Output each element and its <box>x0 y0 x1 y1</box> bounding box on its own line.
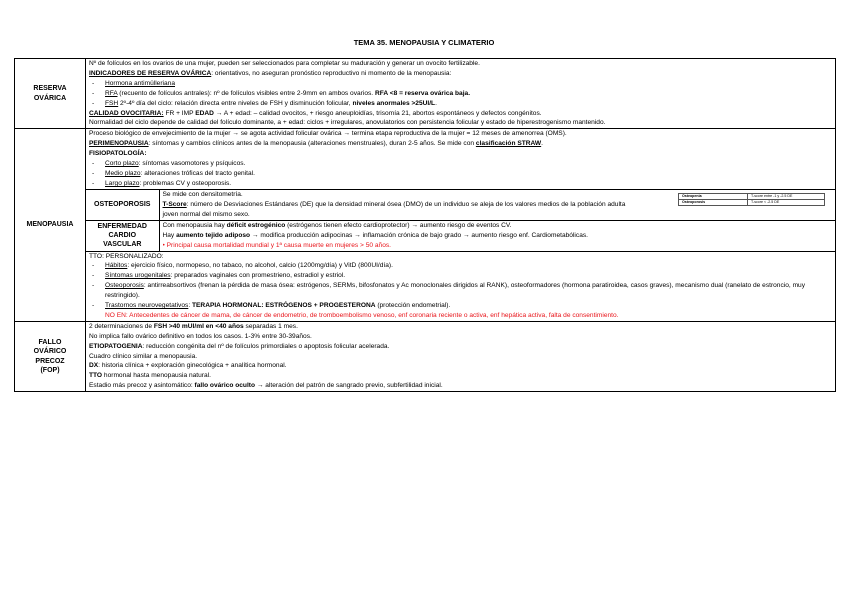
text-span: separadas 1 mes. <box>243 322 298 330</box>
text-line <box>89 109 832 119</box>
term-text: RFA <box>105 89 118 97</box>
row-fop <box>15 321 836 391</box>
tscore-key: Osteopenia <box>679 193 748 199</box>
reserva-content <box>86 59 836 129</box>
text-line <box>89 342 832 352</box>
tscore-value: T-score entre -1 y -2.5 DE <box>748 193 825 199</box>
osteoporosis-content <box>159 189 835 220</box>
text-line <box>163 200 633 220</box>
text-line <box>89 381 832 391</box>
text-line <box>89 322 832 332</box>
bold-text: aumento tejido adiposo <box>176 231 251 239</box>
text-span: 2 determinaciones de <box>89 322 154 330</box>
term-text: Largo plazo <box>105 179 140 187</box>
header-line: OVÁRICO <box>33 348 67 356</box>
text-span: : <box>188 302 192 310</box>
row-reserva-ovarica <box>15 59 836 129</box>
text-span: : alteraciones tróficas del tracto genital. <box>140 169 255 177</box>
text-span: (recuento de folículos antrales): nº de folículos visibles entre 2-9mm en ambos ovarios. <box>117 89 375 97</box>
text-span: hormonal hasta menopausia natural. <box>102 372 211 380</box>
heading-text: INDICADORES DE RESERVA OVÁRICA <box>89 69 212 77</box>
term-text: Hormona antimülleriana <box>105 79 176 87</box>
row-header-reserva <box>15 59 86 129</box>
list-item <box>89 79 832 89</box>
text-span: : número de Desviaciones Estándares (DE) que la densidad mineral ósea (DMO) de un individuo se aleja de los valores medios de la población adulta joven normal del mismo sexo. <box>162 200 626 218</box>
bold-text: TERAPIA HORMONAL: ESTRÓGENOS + PROGESTERONA <box>192 302 376 310</box>
bold-text: RFA <8 = reserva ovárica baja. <box>374 89 471 97</box>
header-line: OVÁRICA <box>33 94 67 102</box>
text-span: Con menopausia hay <box>162 221 227 229</box>
bold-text: FSH >40 mUI/ml en <40 años <box>153 322 244 330</box>
row-header-fop <box>15 321 86 391</box>
tratamiento-content <box>86 251 835 321</box>
text-span: (estrógenos tienen efecto cardioprotector) → aumento riesgo de eventos CV. <box>285 221 512 229</box>
term-text: FSH <box>105 99 119 107</box>
text-line <box>163 231 833 241</box>
text-line <box>163 221 833 231</box>
text-span: : orientativos, no aseguran pronóstico reproductivo ni momento de la menopausia: <box>211 69 452 77</box>
text-span: : reducción congénita del nº de folículos primordiales o apoptosis folicular acelerada. <box>142 342 390 350</box>
header-line: FALLO <box>38 338 62 346</box>
text-line: Cuadro clínico similar a menopausia. <box>89 352 198 360</box>
page-title: TEMA 35. MENOPAUSIA Y CLIMATERIO <box>353 38 495 47</box>
term-text: Hábitos <box>105 262 128 270</box>
text-line: Se mide con densitometría. <box>162 190 243 198</box>
text-line <box>89 69 832 79</box>
term-text: Trastornos neurovegetativos <box>105 302 189 310</box>
text-line <box>89 371 832 381</box>
tscore-table <box>678 193 825 206</box>
highlight-text: • Principal causa mortalidad mundial y 1ª causa muerte en mujeres > 50 años. <box>162 241 392 249</box>
text-span: : síntomas y cambios clínicos antes de la menopausia (alteraciones menstruales), duran 2-5 años. Se mide con <box>148 140 476 148</box>
text-line: Proceso biológico de envejecimiento de la mujer → se agota actividad folicular ovárica → termina etapa reproductiva de la mujer = 12 meses de amenorrea (OMS). <box>89 130 567 138</box>
bold-text: clasificación STRAW <box>475 140 542 148</box>
cardiovascular-header <box>86 220 159 251</box>
list-item <box>89 169 832 179</box>
list-item <box>89 261 832 271</box>
text-line: Nº de folículos en los ovarios de una mujer, pueden ser seleccionados para completar su maduración y generar un ovocito fertilizable. <box>89 60 480 67</box>
header-line: CARDIO <box>108 232 137 240</box>
tscore-value: T-score < -2.5 DE <box>748 199 825 205</box>
text-span: . <box>435 99 437 107</box>
term-text: Corto plazo <box>105 160 139 168</box>
text-span: FR + IMP <box>163 109 196 117</box>
header-line: RESERVA <box>33 85 67 93</box>
list-item <box>89 271 832 281</box>
summary-table <box>14 58 836 392</box>
text-span: : síntomas vasomotores y psíquicos. <box>138 160 246 168</box>
text-span: → modifica producción adipocinas → inflamación crónica de bajo grado → aumento riesgo enf. Cardiometabólicas. <box>250 231 588 239</box>
text-line: TTO: PERSONALIZADO: <box>89 252 164 260</box>
text-span: : preparados vaginales con promestrieno, estradiol y estriol. <box>170 272 346 280</box>
heading-text: PERIMENOPAUSIA <box>89 140 149 148</box>
bold-text: EDAD <box>195 109 214 117</box>
heading-text: FISIOPATOLOGÍA: <box>89 150 147 158</box>
text-line <box>89 139 832 149</box>
menopausia-intro <box>86 129 835 189</box>
menopausia-content <box>86 129 836 322</box>
text-span: → alteración del patrón de sangrado previo, subfertilidad inicial. <box>255 382 443 390</box>
heading-text: TTO <box>89 372 103 380</box>
list-item <box>89 179 832 189</box>
tscore-row <box>679 199 825 205</box>
term-text: Síntomas urogenitales <box>105 272 171 280</box>
heading-text: CALIDAD OVOCITARIA: <box>89 109 164 117</box>
header-line: PRECOZ <box>35 357 65 365</box>
bold-text: niveles anormales >25UI/L <box>352 99 436 107</box>
list-item <box>89 301 832 311</box>
header-line: VASCULAR <box>103 241 142 249</box>
list-item <box>89 159 832 169</box>
header-line: (FOP) <box>40 367 60 375</box>
bold-text: déficit estrogénico <box>226 221 286 229</box>
heading-text: DX <box>89 362 99 370</box>
text-line: No implica fallo ovárico definitivo en todos los casos. 1-3% entre 30-39años. <box>89 332 312 340</box>
text-span: : ejercicio físico, normopeso, no tabaco, no alcohol, calcio (1200mg/día) y VitD (800UI/día). <box>127 262 393 270</box>
list-item <box>89 99 832 109</box>
text-line <box>89 361 832 371</box>
row-menopausia <box>15 129 836 322</box>
tscore-key: Osteoporosis <box>679 199 748 205</box>
header-line: ENFERMEDAD <box>97 223 147 231</box>
list-item <box>89 281 832 301</box>
text-span: → A + edad: – calidad ovocitos, + riesgo aneuploidías, trisomía 21, abortos espontáneos y defectos congénitos. <box>213 109 542 117</box>
text-span: Hay <box>162 231 177 239</box>
list-item <box>89 89 832 99</box>
cardiovascular-content <box>159 220 835 251</box>
term-text: Osteoporosis <box>105 282 144 290</box>
osteoporosis-header: OSTEOPOROSIS <box>86 189 159 220</box>
fop-content <box>86 321 836 391</box>
text-span: : historia clínica + exploración ginecológica + analítica hormonal. <box>98 362 287 370</box>
term-text: T-Score <box>162 200 187 208</box>
heading-text: ETIOPATOGENIA <box>89 342 143 350</box>
menopausia-subtable <box>86 129 835 321</box>
text-line: Normalidad del ciclo depende de calidad del folículo dominante, a + edad: ciclos + irregulares, anovulatorios con persistencia folicular y estado de hiperestrogenismo mantenido. <box>89 119 606 127</box>
text-span: 2º-4º día del ciclo: relación directa entre niveles de FSH y disminución folicular, <box>118 99 353 107</box>
text-span: (protección endometrial). <box>375 302 451 310</box>
text-span: . <box>541 140 543 148</box>
contraindications-text: NO EN: Antecedentes de cáncer de mama, de cáncer de endometrio, de tromboembolismo venoso, enf coronaria reciente o activa, enf hepática activa, falta de consentimiento. <box>105 311 619 319</box>
row-header-menopausia: MENOPAUSIA <box>15 129 86 322</box>
text-span: : antirreabsortivos (frenan la pérdida de masa ósea: estrógenos, SERMs, bifosfonatos y Ac monoclonales dirigidos al RANK), osteoformadores (hormona paratiroidea, casos graves), mecanismo dual (ranelato de estroncio, muy restringido). <box>105 282 806 300</box>
bold-text: fallo ovárico oculto <box>194 382 255 390</box>
text-span: : problemas CV y osteoporosis. <box>139 179 232 187</box>
text-span: Estadio más precoz y asintomático: <box>89 382 195 390</box>
term-text: Medio plazo <box>105 169 141 177</box>
